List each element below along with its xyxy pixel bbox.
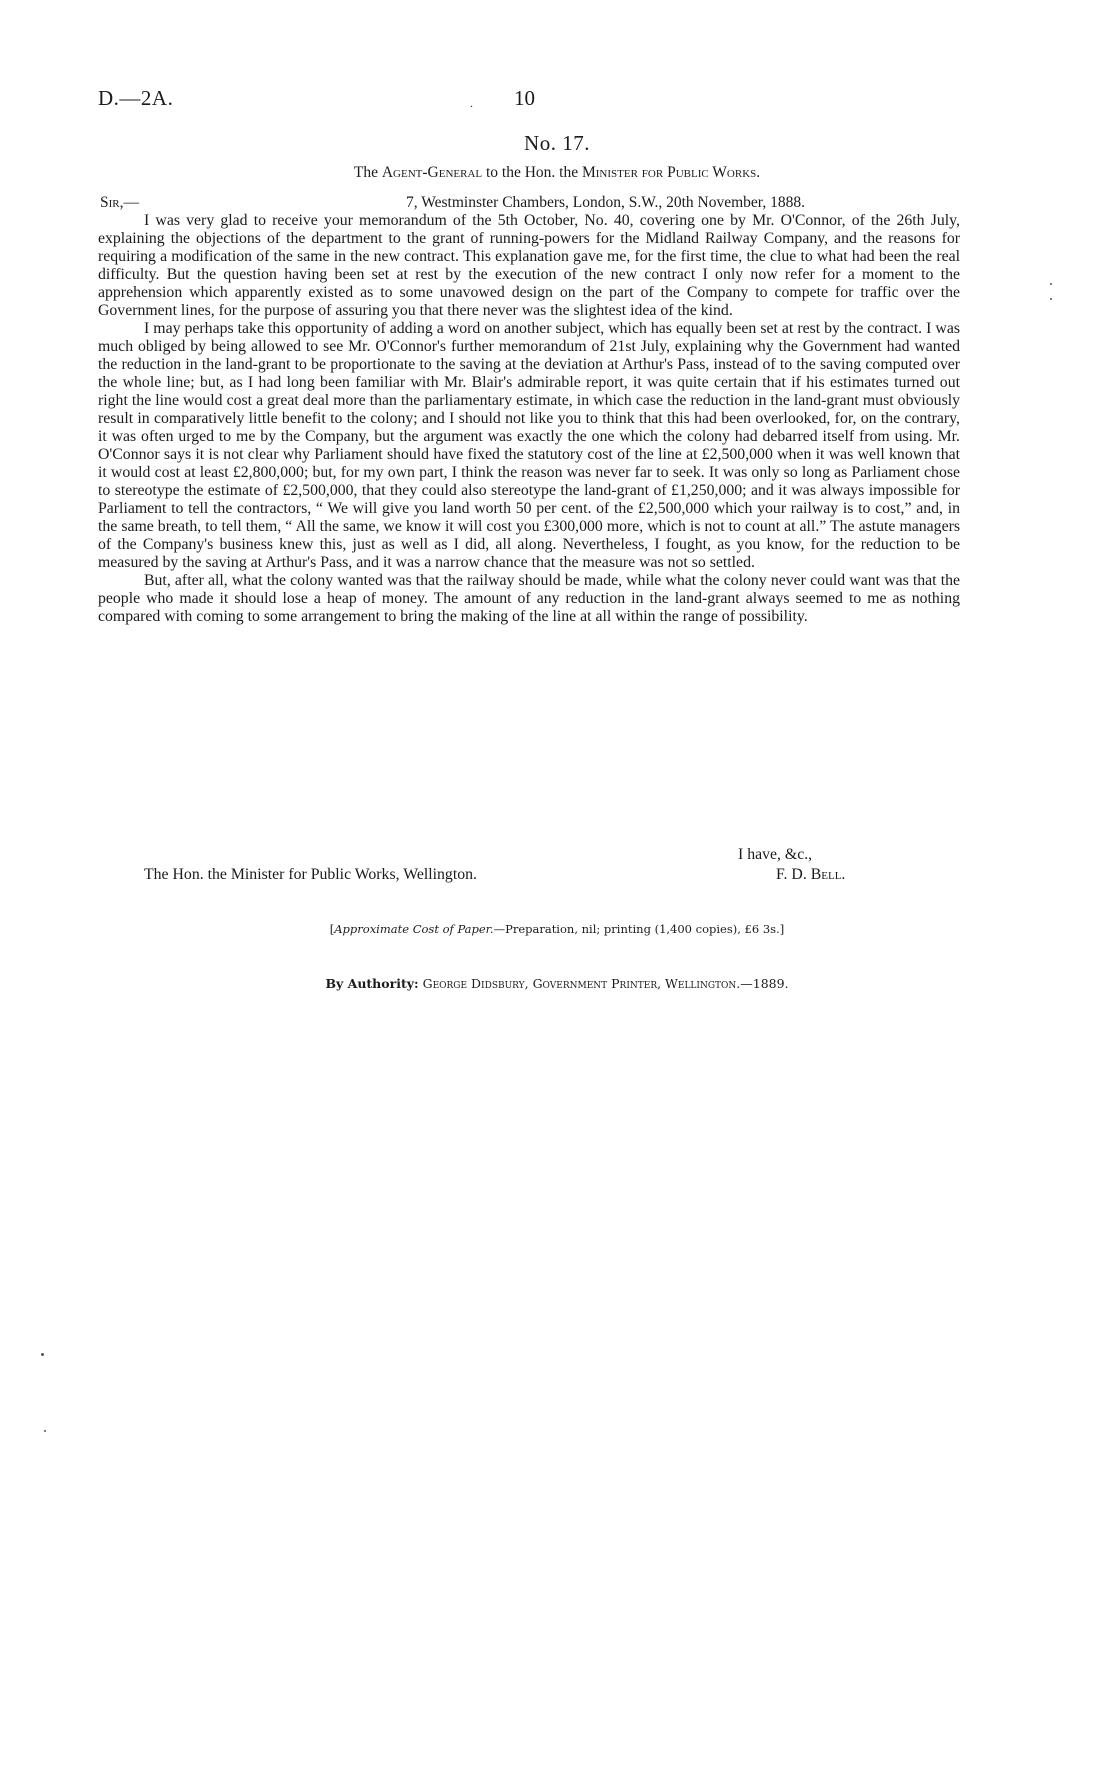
- title-prefix: The: [353, 164, 378, 181]
- scan-speck: [1050, 298, 1052, 300]
- address-date: 7, Westminster Chambers, London, S.W., 20th November, 1888.: [406, 194, 805, 211]
- letter-title: [0, 164, 1114, 182]
- title-to: Minister for Public Works.: [581, 164, 761, 181]
- authority-label: By Authority:: [325, 976, 419, 991]
- printer-authority: [0, 976, 1114, 991]
- paragraph: But, after all, what the colony wanted was that the railway should be made, while what the colony never could want was that the people who made it should lose a heap of money. The amount of any reduction in the land-grant always seemed to me as nothing compared with coming to some arrangement to bring the making of the line at all within the range of possibility.: [98, 572, 960, 625]
- paragraph: I was very glad to receive your memorandum of the 5th October, No. 40, covering one by Mr. O'Connor, of the 26th July, explaining the objections of the department to the grant of running-powers for the Midland Railway Company, and the reasons for requiring a modification of the same in the new contract. This explanation gave me, for the first time, the clue to what had been the real difficulty. But the question having been set at rest by the execution of the new contract I only now refer for a moment to the apprehension which apparently existed as to some unavowed design on the part of the Company to compete for traffic over the Government lines, for the purpose of assuring you that there never was the slightest idea of the kind.: [98, 212, 960, 319]
- paragraph: I may perhaps take this opportunity of adding a word on another subject, which has equally been set at rest by the contract. I was much obliged by being allowed to see Mr. O'Connor's further memorandum of 21st July, explaining why the Government had wanted the reduction in the land-grant to be proportionate to the saving at the deviation at Arthur's Pass, instead of to the saving computed over the whole line; but, as I had long been familiar with Mr. Blair's admirable report, it was quite certain that if his estimates turned out right the line would cost a great deal more than the parliamentary estimate, in which case the reduction in the land-grant must obviously result in comparatively little benefit to the colony; and I should not like you to think that this had been overlooked, for, on the contrary, it was often urged to me by the Company, but the argument was exactly the one which the colony had debarred itself from using. Mr. O'Connor says it is not clear why Parliament should have fixed the statutory cost of the line at £2,500,000 when it was well known that it would cost at least £2,800,000; but, for my own part, I think the reason was never far to seek. It was only so long as Parliament chose to stereotype the estimate of £2,500,000, that they could also stereotype the land-grant of £1,250,000; and it was always impossible for Parliament to tell the contractors, “ We will give you land worth 50 per cent. of the £2,500,000 which your railway is to cost,” and, in the same breath, to tell them, “ All the same, we know it will cost you £300,000 more, which is not to count at all.” The astute managers of the Company's business knew this, just as well as I did, all along. Nevertheless, I fought, as you know, for the reduction to be measured by the saving at Arthur's Pass, and it was a narrow chance that the measure was not so settled.: [98, 320, 960, 571]
- title-from: Agent-General: [381, 164, 483, 181]
- cost-detail: —Preparation, nil; printing (1,400 copies), £6 3s.: [493, 922, 780, 936]
- scan-speck: [41, 1353, 44, 1356]
- document-number: No. 17.: [524, 131, 590, 155]
- authority-detail: George Didsbury, Government Printer, Wellington.—1889.: [422, 976, 789, 991]
- cost-note: [Approximate Cost of Paper.—Preparation, nil; printing (1,400 copies), £6 3s.]: [329, 922, 785, 936]
- page-number: 10: [514, 86, 535, 110]
- scan-speck: [1050, 283, 1052, 285]
- signature: F. D. Bell.: [776, 866, 846, 883]
- closing: I have, &c.,: [738, 846, 813, 863]
- cost-label: Approximate Cost of Paper.: [334, 922, 494, 936]
- addressee: The Hon. the Minister for Public Works, Wellington.: [144, 866, 477, 883]
- title-mid: to the Hon. the: [485, 164, 579, 181]
- letter-body: [98, 212, 960, 626]
- salutation: Sir,—: [100, 194, 139, 211]
- scan-speck: [44, 1430, 46, 1432]
- dot-mark: .: [470, 96, 473, 110]
- document-reference: D.—2A.: [98, 86, 174, 110]
